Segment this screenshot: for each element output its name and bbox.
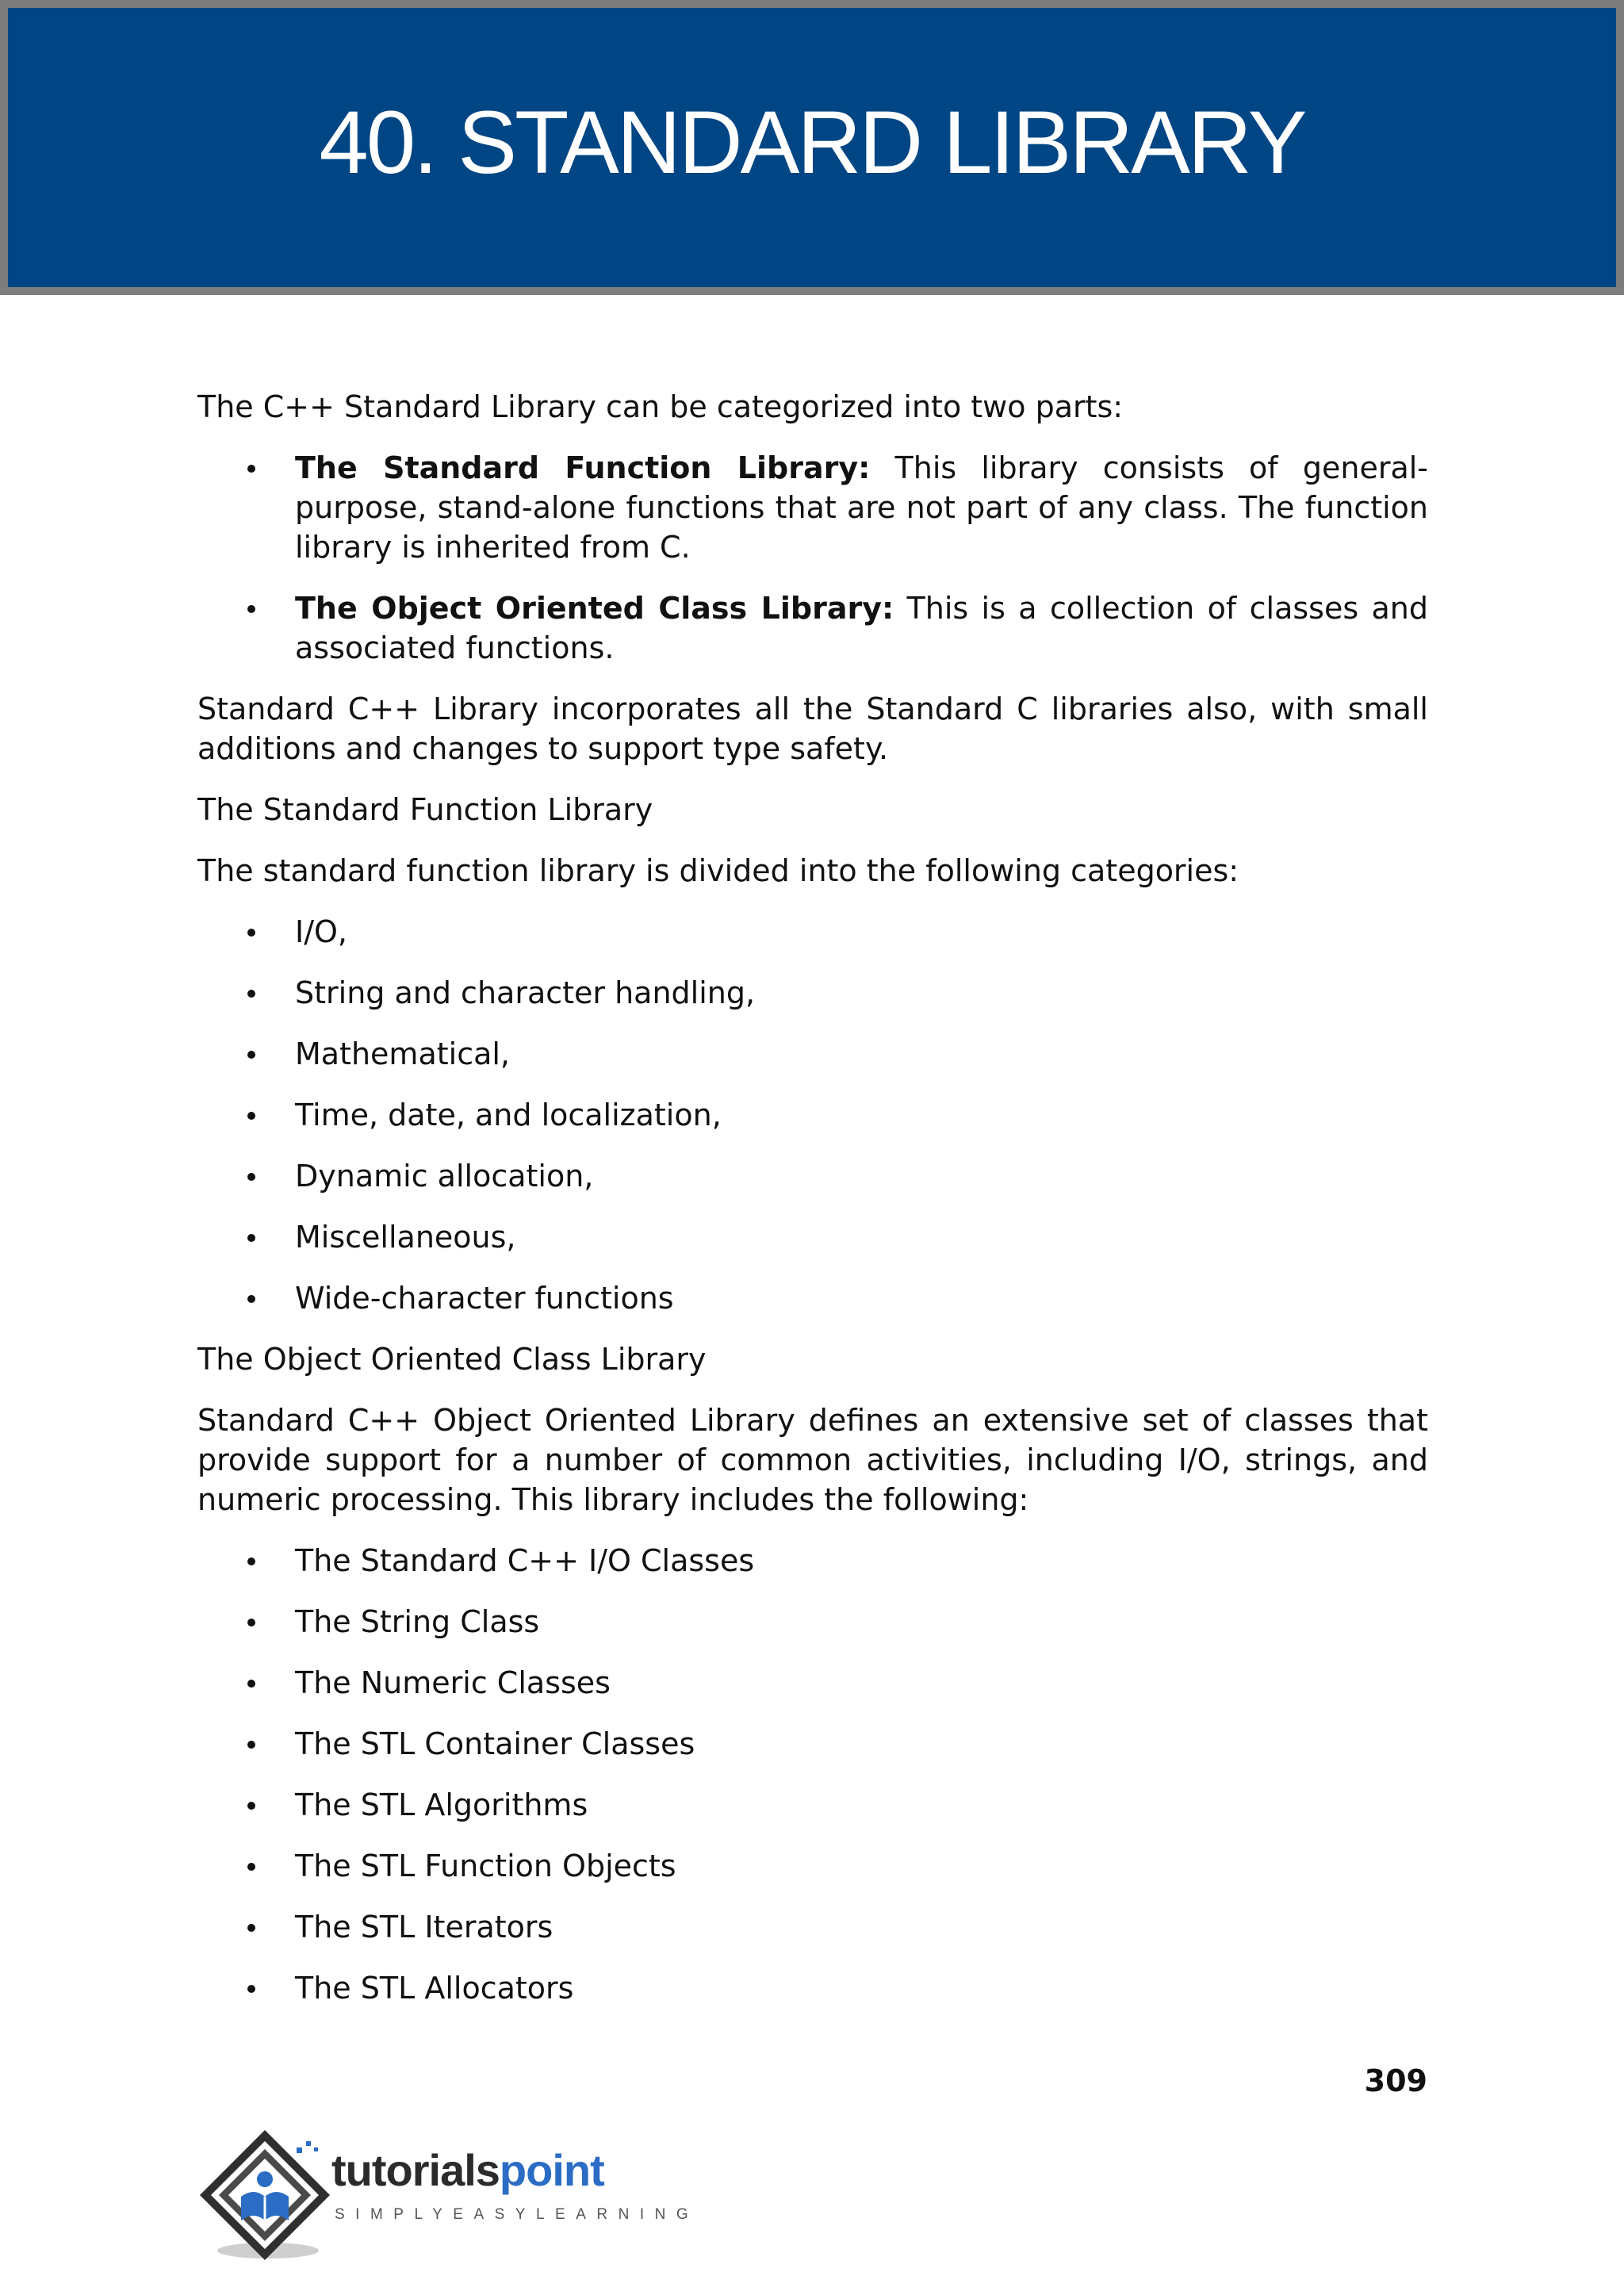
class-library-intro: Standard C++ Object Oriented Library defines an extensive set of classes that provide support for a number of common activities, including I/O, strings, and numeric processing. This library includes the following: bbox=[197, 1403, 1428, 1517]
list-item-text: String and character handling, bbox=[295, 975, 756, 1010]
logo-word-point: point bbox=[499, 2145, 604, 2195]
bullet-icon bbox=[247, 1619, 255, 1626]
list-item-text: The Standard C++ I/O Classes bbox=[295, 1543, 755, 1578]
list-item bbox=[197, 1846, 1428, 1886]
list-item-lead: The Object Oriented Class Library: bbox=[295, 591, 894, 626]
list-item-text: Wide-character functions bbox=[295, 1281, 674, 1316]
list-item bbox=[197, 912, 1428, 952]
bullet-icon bbox=[247, 1985, 255, 1993]
list-item-text: Mathematical, bbox=[295, 1036, 511, 1071]
list-item-text: I/O, bbox=[295, 914, 347, 949]
list-item-text: This is a collection of classes and associated functions. bbox=[295, 591, 1428, 665]
bullet-icon bbox=[247, 1741, 255, 1749]
list-item bbox=[197, 448, 1428, 567]
chapter-header-band bbox=[0, 0, 1624, 295]
list-item bbox=[197, 1907, 1428, 1947]
bullet-icon bbox=[247, 605, 255, 613]
list-item-text: Dynamic allocation, bbox=[295, 1159, 594, 1193]
class-library-heading: The Object Oriented Class Library bbox=[197, 1342, 707, 1377]
list-item bbox=[197, 1602, 1428, 1642]
page-number: 309 bbox=[1364, 2063, 1427, 2098]
logo-word-tutorials: tutorials bbox=[331, 2145, 500, 2195]
list-item-text: This library consists of general-purpose, stand-alone functions that are not part of any class. The function library is inherited from C. bbox=[295, 450, 1428, 565]
function-library-heading: The Standard Function Library bbox=[197, 792, 653, 827]
bullet-icon bbox=[247, 1173, 255, 1181]
list-item bbox=[197, 1278, 1428, 1318]
list-item bbox=[197, 1663, 1428, 1703]
list-item bbox=[197, 1541, 1428, 1580]
list-item bbox=[197, 1034, 1428, 1074]
list-item bbox=[197, 588, 1428, 668]
bullet-icon bbox=[247, 1863, 255, 1871]
logo-tagline: SIMPLYEASYLEARNING bbox=[335, 2206, 699, 2223]
bullet-icon bbox=[247, 1557, 255, 1565]
bullet-icon bbox=[247, 1295, 255, 1303]
list-item-text: Time, date, and localization, bbox=[295, 1098, 722, 1132]
bullet-icon bbox=[247, 990, 255, 998]
list-item bbox=[197, 1217, 1428, 1257]
list-item-text: The String Class bbox=[295, 1604, 540, 1639]
list-item bbox=[197, 1968, 1428, 2008]
logo-wordmark bbox=[331, 2144, 604, 2196]
function-library-intro: The standard function library is divided into the following categories: bbox=[197, 853, 1239, 888]
list-item-text: The STL Container Classes bbox=[295, 1726, 695, 1761]
list-item-text: The STL Algorithms bbox=[295, 1787, 588, 1822]
incorporates-paragraph: Standard C++ Library incorporates all the Standard C libraries also, with small additions and changes to support type safety. bbox=[197, 692, 1428, 766]
function-categories-list bbox=[197, 912, 1428, 1318]
chapter-title: 40. STANDARD LIBRARY bbox=[319, 92, 1305, 192]
bullet-icon bbox=[247, 1924, 255, 1932]
list-item-text: Miscellaneous, bbox=[295, 1220, 516, 1255]
page-content bbox=[197, 387, 1428, 2029]
list-item bbox=[197, 1724, 1428, 1764]
library-parts-list bbox=[197, 448, 1428, 668]
list-item bbox=[197, 1095, 1428, 1135]
list-item-text: The STL Function Objects bbox=[295, 1849, 676, 1883]
list-item-text: The STL Iterators bbox=[295, 1910, 553, 1944]
intro-paragraph: The C++ Standard Library can be categorized into two parts: bbox=[197, 389, 1124, 424]
list-item bbox=[197, 1785, 1428, 1825]
bullet-icon bbox=[247, 1112, 255, 1120]
list-item-text: The STL Allocators bbox=[295, 1971, 574, 2006]
class-library-list bbox=[197, 1541, 1428, 2008]
bullet-icon bbox=[247, 929, 255, 937]
list-item-text: The Numeric Classes bbox=[295, 1665, 611, 1700]
bullet-icon bbox=[247, 465, 255, 473]
bullet-icon bbox=[247, 1234, 255, 1242]
tutorialspoint-logo-icon bbox=[195, 2124, 338, 2266]
list-item-lead: The Standard Function Library: bbox=[295, 450, 871, 485]
bullet-icon bbox=[247, 1680, 255, 1688]
tutorialspoint-logo bbox=[195, 2124, 699, 2266]
bullet-icon bbox=[247, 1802, 255, 1810]
list-item bbox=[197, 973, 1428, 1013]
bullet-icon bbox=[247, 1051, 255, 1059]
list-item bbox=[197, 1156, 1428, 1196]
